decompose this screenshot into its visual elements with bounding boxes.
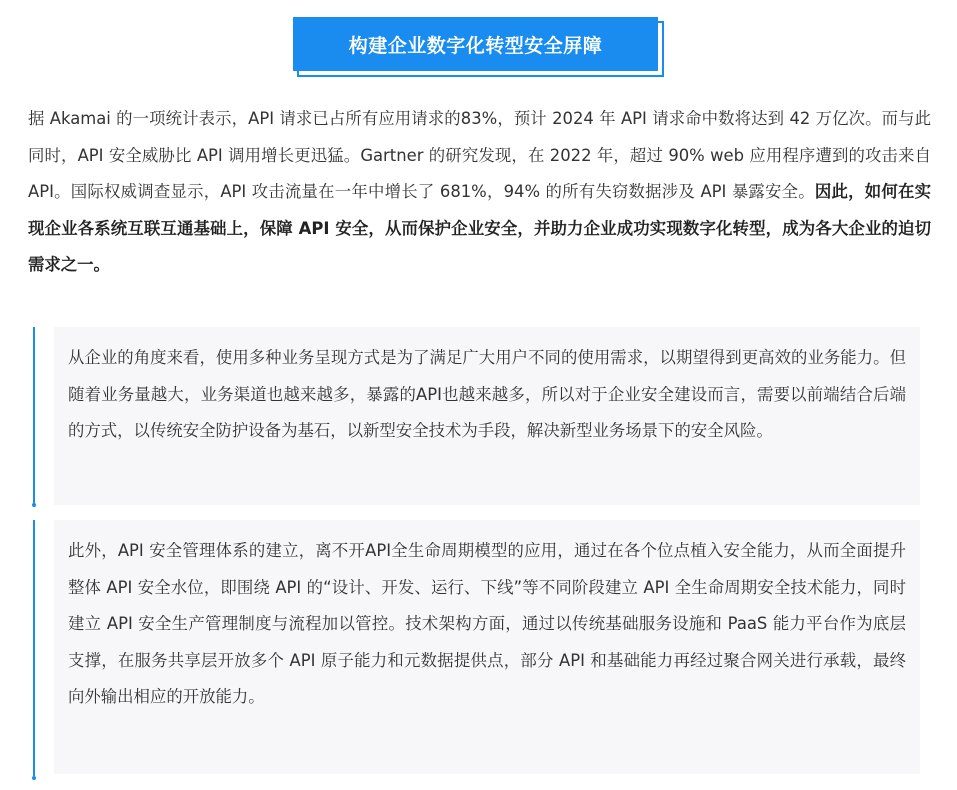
quote-text-1: 从企业的角度来看，使用多种业务呈现方式是为了满足广大用户不同的使用需求，以期望得到更高效的业务能力。但随着业务量越大，业务渠道也越来越多，暴露的API也越来越多，所以对于企业安全建设而言，需要以前端结合后端的方式，以传统安全防护设备为基石，以新型安全技术为手段，解决新型业务场景下的安全风险。 xyxy=(68,348,906,441)
banner-box xyxy=(293,17,658,71)
quote-bar-1 xyxy=(33,327,35,505)
banner-title: 构建企业数字化转型安全屏障 xyxy=(348,34,603,57)
intro-text: 据 Akamai 的一项统计表示，API 请求已占所有应用请求的83%，预计 2024 年 API 请求命中数将达到 42 万亿次。而与此同时，API 安全威胁比 API 调用增长更迅猛。Gartner 的研究发现，在 2022 年，超过 90% web 应用程序遭到的攻击来自 API。国际权威调查显示，API 攻击流量在一年中增长了 681%，94% 的所有失窃数据涉及 API 暴露安全。 xyxy=(28,109,931,202)
quote-dot-1 xyxy=(32,503,36,507)
quote-bar-2 xyxy=(33,520,35,776)
section-banner xyxy=(293,17,663,75)
quote-dot-2 xyxy=(32,776,36,780)
quote-block-1 xyxy=(54,327,920,505)
intro-bold-text: 因此，如何在实现企业各系统互联互通基础上，保障 API 安全，从而保护企业安全，并助力企业成功实现数字化转型，成为各大企业的迫切需求之一。 xyxy=(28,182,931,275)
quote-block-2 xyxy=(54,520,920,774)
intro-paragraph xyxy=(28,101,931,284)
quote-text-2: 此外，API 安全管理体系的建立，离不开API全生命周期模型的应用，通过在各个位点植入安全能力，从而全面提升整体 API 安全水位，即围绕 API 的“设计、开发、运行、下线”等不同阶段建立 API 全生命周期安全技术能力，同时建立 API 安全生产管理制度与流程加以管控。技术架构方面，通过以传统基础服务设施和 PaaS 能力平台作为底层支撑，在服务共享层开放多个 API 原子能力和元数据提供点，部分 API 和基础能力再经过聚合网关进行承载，最终向外输出相应的开放能力。 xyxy=(68,541,906,707)
